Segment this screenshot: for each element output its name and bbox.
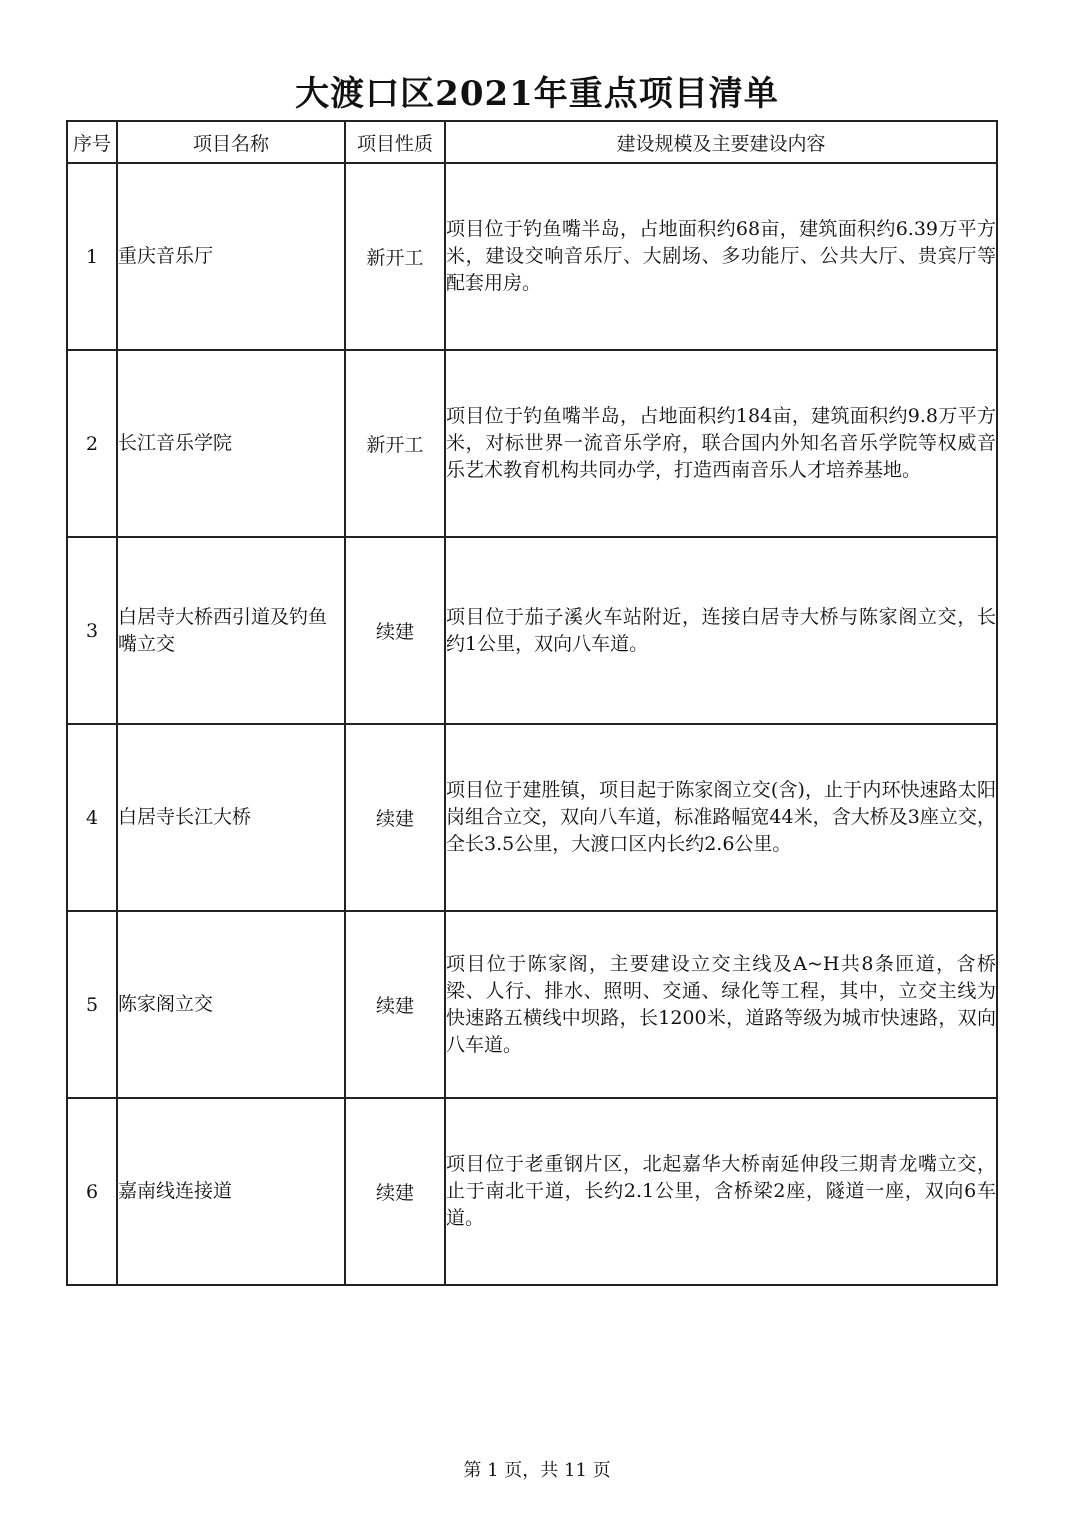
row-project-name: 重庆音乐厅 xyxy=(117,163,345,350)
row-project-nature: 续建 xyxy=(345,724,445,911)
row-construction-content: 项目位于建胜镇，项目起于陈家阁立交(含)，止于内环快速路太阳岗组合立交，双向八车道，标准路幅宽44米，含大桥及3座立交，全长3.5公里，大渡口区内长约2.6公里。 xyxy=(445,724,997,911)
row-seq: 4 xyxy=(67,724,117,911)
row-project-nature: 新开工 xyxy=(345,350,445,537)
table-row xyxy=(67,724,997,911)
table-header-row xyxy=(67,121,997,163)
table-row xyxy=(67,350,997,537)
row-project-name: 白居寺长江大桥 xyxy=(117,724,345,911)
row-project-nature: 续建 xyxy=(345,911,445,1098)
row-seq: 1 xyxy=(67,163,117,350)
project-table xyxy=(66,120,998,1286)
row-seq: 2 xyxy=(67,350,117,537)
header-seq: 序号 xyxy=(67,121,117,163)
row-seq: 3 xyxy=(67,537,117,724)
row-project-nature: 续建 xyxy=(345,537,445,724)
row-project-nature: 续建 xyxy=(345,1098,445,1285)
row-construction-content: 项目位于钓鱼嘴半岛，占地面积约68亩，建筑面积约6.39万平方米，建设交响音乐厅、大剧场、多功能厅、公共大厅、贵宾厅等配套用房。 xyxy=(445,163,997,350)
row-construction-content: 项目位于陈家阁，主要建设立交主线及A~H共8条匝道，含桥梁、人行、排水、照明、交通、绿化等工程，其中，立交主线为快速路五横线中坝路，长1200米，道路等级为城市快速路，双向八车道。 xyxy=(445,911,997,1098)
row-seq: 5 xyxy=(67,911,117,1098)
page-footer: 第 1 页，共 11 页 xyxy=(463,1460,611,1481)
header-project-nature: 项目性质 xyxy=(345,121,445,163)
row-construction-content: 项目位于钓鱼嘴半岛，占地面积约184亩，建筑面积约9.8万平方米，对标世界一流音乐学府，联合国内外知名音乐学院等权威音乐艺术教育机构共同办学，打造西南音乐人才培养基地。 xyxy=(445,350,997,537)
table-row xyxy=(67,537,997,724)
table-row xyxy=(67,911,997,1098)
row-construction-content: 项目位于老重钢片区，北起嘉华大桥南延伸段三期青龙嘴立交，止于南北干道，长约2.1公里，含桥梁2座，隧道一座，双向6车道。 xyxy=(445,1098,997,1285)
table-row xyxy=(67,1098,997,1285)
header-construction-content: 建设规模及主要建设内容 xyxy=(445,121,997,163)
row-project-name: 陈家阁立交 xyxy=(117,911,345,1098)
row-project-name: 嘉南线连接道 xyxy=(117,1098,345,1285)
table-row xyxy=(67,163,997,350)
page-title: 大渡口区2021年重点项目清单 xyxy=(295,74,779,114)
header-project-name: 项目名称 xyxy=(117,121,345,163)
row-seq: 6 xyxy=(67,1098,117,1285)
row-project-name: 长江音乐学院 xyxy=(117,350,345,537)
row-project-name: 白居寺大桥西引道及钓鱼嘴立交 xyxy=(117,537,345,724)
row-project-nature: 新开工 xyxy=(345,163,445,350)
row-construction-content: 项目位于茄子溪火车站附近，连接白居寺大桥与陈家阁立交，长约1公里，双向八车道。 xyxy=(445,537,997,724)
